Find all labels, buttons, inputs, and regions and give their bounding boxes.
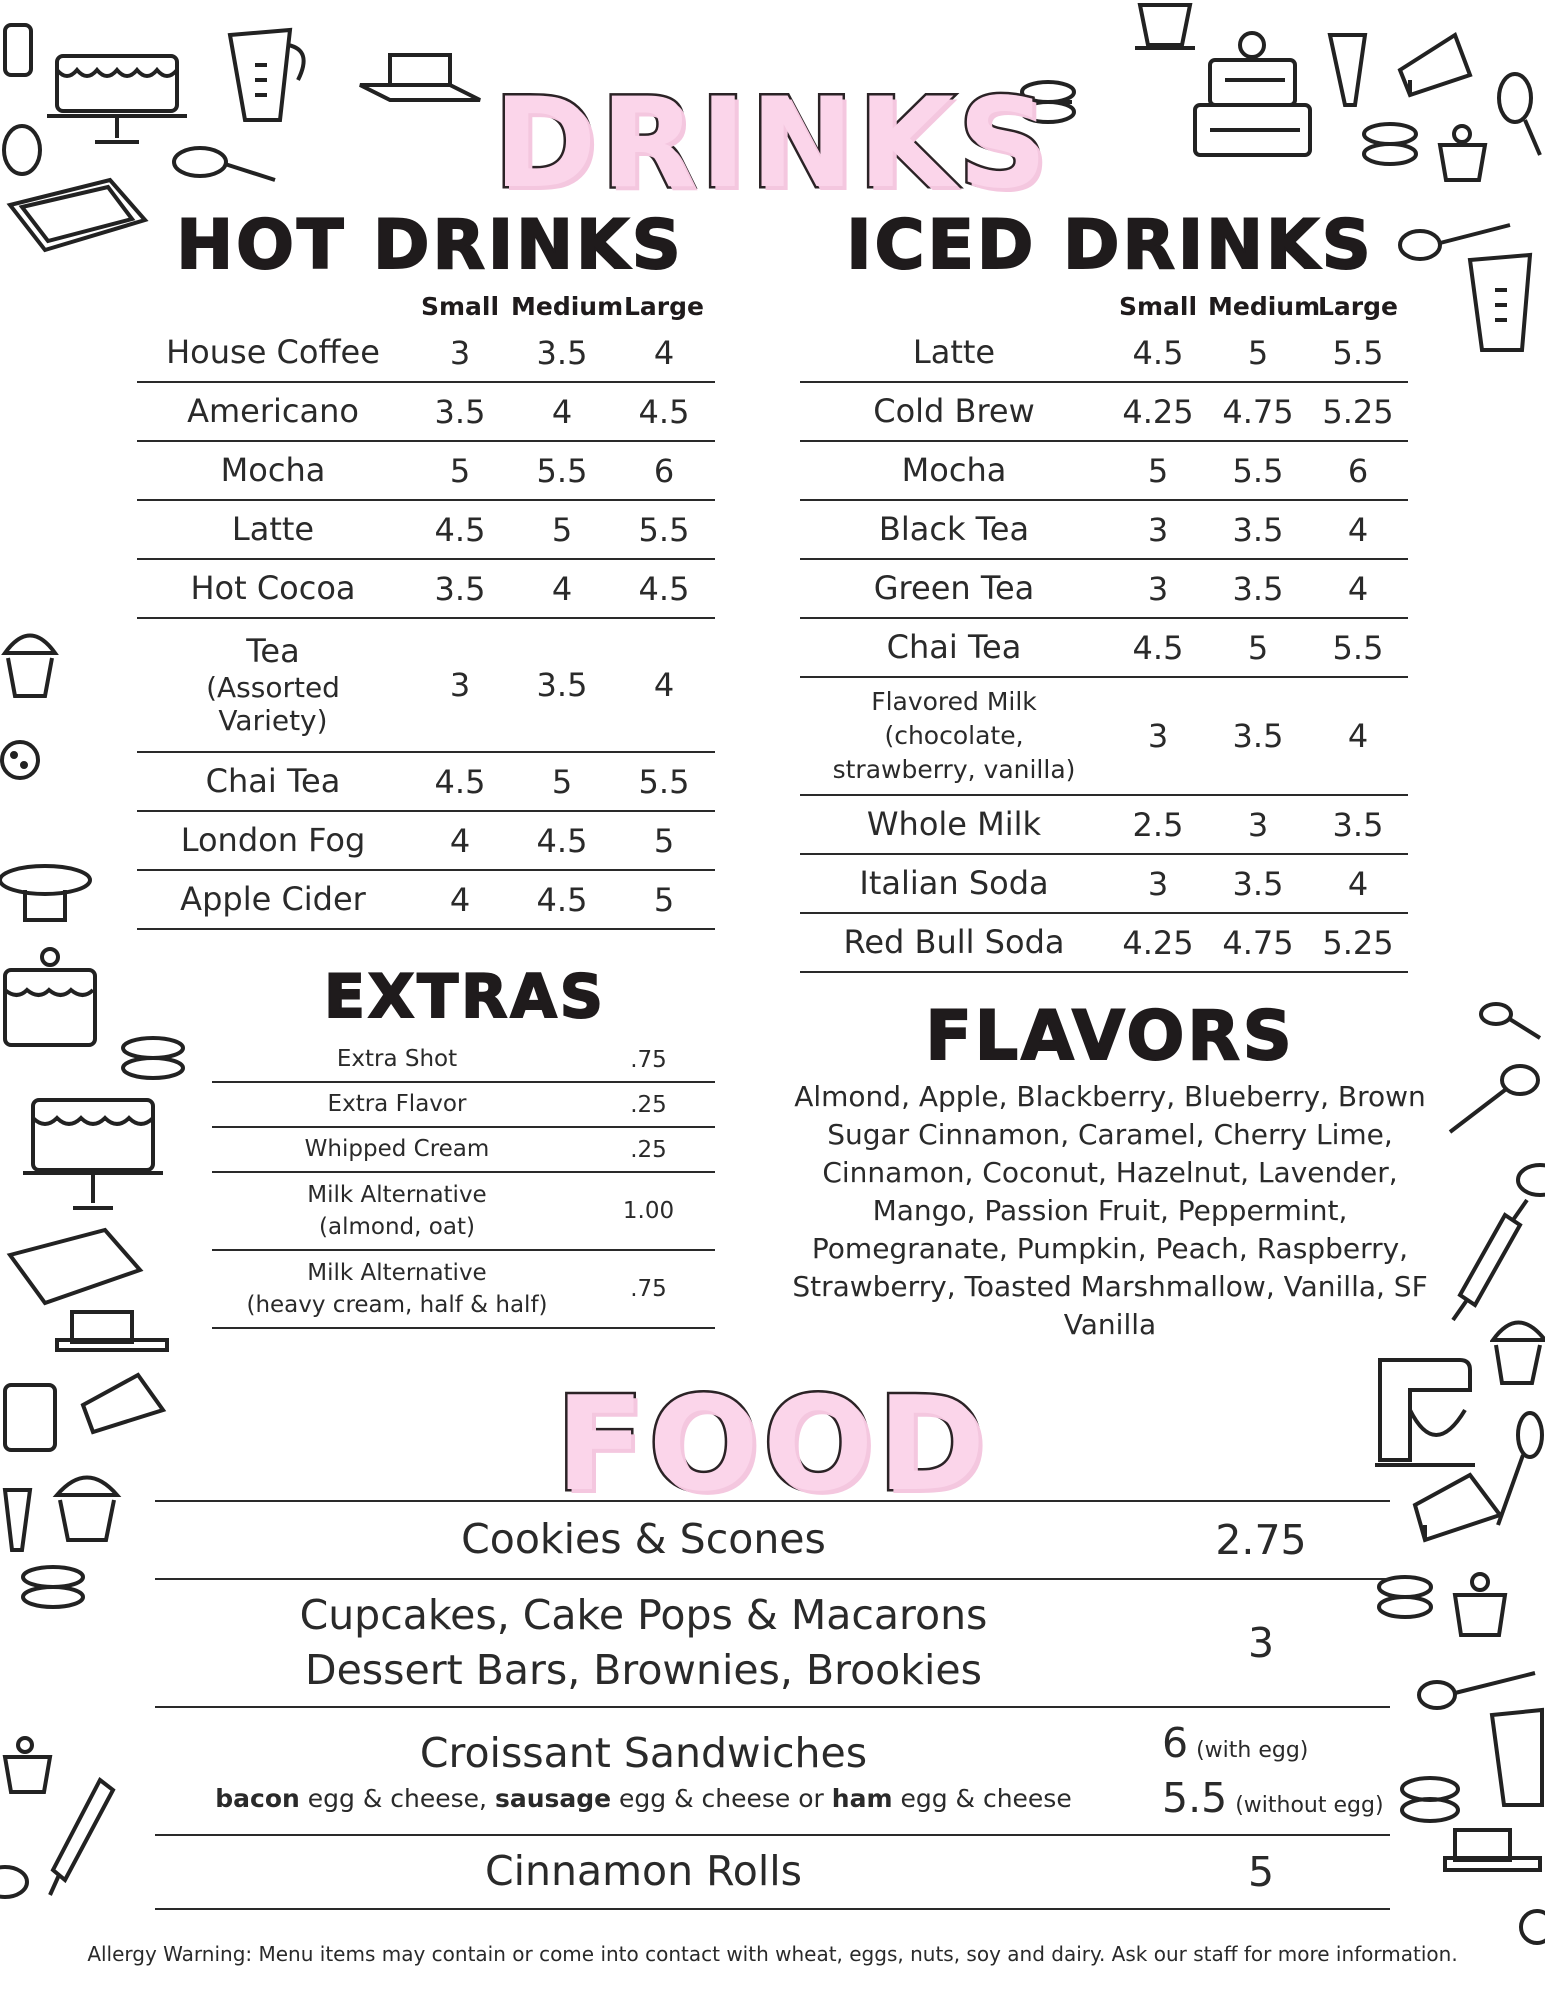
price: 5 — [1247, 333, 1269, 372]
butter-icon — [1440, 1820, 1545, 1885]
drink-name: Hot Cocoa — [190, 569, 356, 608]
drink-subtitle: (chocolate, strawberry, vanilla) — [832, 721, 1076, 784]
extra-name: Milk Alternative — [307, 1259, 487, 1286]
price: 5 — [551, 762, 573, 801]
extra-subtitle: (almond, oat) — [319, 1214, 475, 1240]
drink-name: Green Tea — [873, 569, 1035, 608]
table-row — [137, 871, 715, 930]
size-header: Large — [1318, 291, 1398, 321]
measuring-spoon-icon — [1445, 1060, 1545, 1140]
price: 4.5 — [1132, 628, 1184, 667]
price: 5 — [449, 451, 471, 490]
price: 4 — [1347, 864, 1369, 903]
food-name: Cinnamon Rolls — [484, 1847, 803, 1896]
extra-name: Milk Alternative — [307, 1181, 487, 1208]
extras-heading: EXTRAS — [323, 962, 607, 1032]
iced-drinks-table — [800, 288, 1408, 973]
flavors-heading: FLAVORS — [925, 997, 1295, 1076]
table-row — [137, 560, 715, 619]
price: 4 — [653, 666, 675, 704]
table-row — [137, 442, 715, 501]
drink-name: Cold Brew — [873, 392, 1035, 431]
baking-tray-icon — [0, 1225, 145, 1310]
table-row — [212, 1251, 715, 1329]
macaron-icon — [1398, 1775, 1463, 1825]
bacon-option: bacon — [215, 1784, 300, 1814]
food-name: Croissant Sandwiches — [419, 1728, 868, 1777]
table-row — [137, 812, 715, 871]
extra-name: Extra Shot — [336, 1046, 458, 1073]
macaron-icon — [0, 1860, 30, 1905]
drink-name: Red Bull Soda — [843, 923, 1065, 962]
table-row — [800, 855, 1408, 914]
price: 4.5 — [638, 569, 690, 608]
price: 5.25 — [1322, 392, 1394, 431]
price: 4.5 — [536, 821, 588, 860]
croissant-options: bacon egg & cheese, sausage egg & cheese or ham egg & cheese — [215, 1784, 1072, 1814]
sausage-option: sausage — [494, 1784, 612, 1814]
price: 4 — [551, 392, 573, 431]
cupcake-icon — [0, 618, 60, 703]
price: 4 — [1347, 569, 1369, 608]
price: 3.5 — [1232, 569, 1284, 608]
size-header: Large — [624, 291, 704, 321]
price: 5 — [551, 510, 573, 549]
measuring-cup-icon — [1460, 250, 1545, 360]
price: 4 — [1347, 717, 1369, 755]
price: 5.5 — [1332, 628, 1384, 667]
table-row — [137, 501, 715, 560]
extra-name-block — [212, 1179, 582, 1243]
price: 2.5 — [1132, 805, 1184, 844]
price: 1.00 — [622, 1198, 675, 1224]
price: 4.5 — [434, 510, 486, 549]
hot-drinks-heading: HOT DRINKS — [176, 206, 684, 285]
size-header-row — [137, 288, 715, 324]
price: 5.5 — [1162, 1774, 1228, 1822]
price: 3.5 — [434, 569, 486, 608]
price: 5 — [653, 821, 675, 860]
table-row — [800, 501, 1408, 560]
price: 3.5 — [536, 666, 588, 704]
drink-name: Latte — [912, 333, 996, 372]
table-row — [800, 678, 1408, 796]
price: .75 — [630, 1276, 667, 1302]
price: 4 — [1347, 510, 1369, 549]
drink-name: Chai Tea — [205, 762, 341, 801]
price: 3 — [1147, 717, 1169, 755]
price: 5 — [1247, 628, 1269, 667]
price: 3.5 — [1232, 864, 1284, 903]
hot-drinks-table — [137, 288, 715, 930]
price: 3 — [1147, 864, 1169, 903]
price: 3 — [1147, 569, 1169, 608]
table-row — [137, 383, 715, 442]
price: .75 — [630, 1046, 667, 1073]
price: 5 — [1147, 451, 1169, 490]
price: 4 — [449, 821, 471, 860]
price: 4.75 — [1222, 923, 1294, 962]
table-row — [212, 1083, 715, 1128]
cake-stand-icon — [0, 855, 95, 935]
price-note: (with egg) — [1196, 1737, 1309, 1763]
flavors-list: Almond, Apple, Blackberry, Blueberry, Brown Sugar Cinnamon, Caramel, Cherry Lime, Cinnamon, Coconut, Hazelnut, Lavender, Mango, Passion Fruit, Peppermint, Pomegranate, Pumpkin, Peach, Raspberry, Strawberry, Toasted Marshmallow, Vanilla, SF Vanilla — [792, 1080, 1428, 1341]
food-name: Cookies & Scones — [461, 1515, 826, 1564]
price: 4.75 — [1222, 392, 1294, 431]
price: 3 — [1247, 805, 1269, 844]
price: 6 — [1347, 451, 1369, 490]
price: 4.25 — [1122, 392, 1194, 431]
table-row — [155, 1836, 1390, 1910]
price-block — [1132, 1716, 1390, 1827]
price: 5.5 — [1332, 333, 1384, 372]
table-row — [137, 753, 715, 812]
table-row — [800, 383, 1408, 442]
extra-name-block — [212, 1257, 582, 1321]
price: 5 — [1247, 1848, 1275, 1896]
macaron-icon — [18, 1565, 88, 1610]
layer-cake-icon — [0, 945, 105, 1055]
drink-name: London Fog — [180, 821, 366, 860]
drink-name: Mocha — [220, 451, 326, 490]
price: 5.5 — [638, 510, 690, 549]
butter-icon — [52, 1300, 172, 1360]
size-header: Small — [420, 291, 500, 321]
table-row — [137, 619, 715, 753]
extra-name: Whipped Cream — [304, 1136, 490, 1163]
iced-drinks-heading: ICED DRINKS — [846, 206, 1374, 285]
price: 4.25 — [1122, 923, 1194, 962]
price: 3 — [1147, 510, 1169, 549]
price-note: (without egg) — [1235, 1793, 1384, 1818]
food-name: Dessert Bars, Brownies, Brookies — [305, 1646, 982, 1694]
price: 5.5 — [638, 762, 690, 801]
drink-name: Whole Milk — [866, 805, 1042, 844]
price: 5.5 — [536, 451, 588, 490]
drink-name: Apple Cider — [180, 880, 366, 919]
drink-name: Black Tea — [878, 510, 1030, 549]
price: 3 — [449, 666, 471, 704]
size-header: Small — [1118, 291, 1198, 321]
drink-name: Flavored Milk — [871, 687, 1037, 717]
drink-name: House Coffee — [166, 333, 380, 372]
price: 3.5 — [434, 392, 486, 431]
table-row — [800, 442, 1408, 501]
price: 4.5 — [434, 762, 486, 801]
drink-name-block — [137, 632, 409, 738]
price: 4.5 — [638, 392, 690, 431]
extra-subtitle: (heavy cream, half & half) — [246, 1292, 548, 1318]
price: 4 — [653, 333, 675, 372]
drink-name: Tea — [246, 632, 300, 671]
price: 4.5 — [1132, 333, 1184, 372]
table-row — [800, 560, 1408, 619]
price: 6 — [1162, 1718, 1189, 1767]
price: 3.5 — [1232, 717, 1284, 755]
food-name-block — [155, 1726, 1132, 1816]
extra-name: Extra Flavor — [327, 1091, 467, 1118]
price: 3.5 — [1332, 805, 1384, 844]
size-header-row — [800, 288, 1408, 324]
drinks-title: DRINKS — [493, 72, 1052, 216]
cake-stand-icon — [18, 1090, 168, 1220]
drink-name: Latte — [231, 510, 315, 549]
food-name: Cupcakes, Cake Pops & Macarons — [299, 1590, 988, 1639]
pudding-icon — [1445, 1570, 1515, 1645]
price: 3.5 — [1232, 510, 1284, 549]
table-row — [155, 1580, 1390, 1708]
table-row — [155, 1708, 1390, 1836]
table-row — [212, 1038, 715, 1083]
price: .25 — [630, 1136, 667, 1163]
food-title: FOOD — [555, 1368, 990, 1520]
price: 6 — [653, 451, 675, 490]
price: 3 — [1247, 1619, 1275, 1667]
price: 4 — [551, 569, 573, 608]
drink-name-block — [800, 685, 1108, 786]
drink-name: Italian Soda — [859, 864, 1049, 903]
drink-subtitle: (Assorted Variety) — [206, 670, 340, 738]
price: 2.75 — [1215, 1516, 1307, 1564]
food-name-block — [155, 1588, 1132, 1699]
table-row — [137, 324, 715, 383]
rolling-pin-icon — [45, 1770, 120, 1900]
price: 4 — [449, 880, 471, 919]
price: 5.25 — [1322, 923, 1394, 962]
price: 3 — [449, 333, 471, 372]
extras-table — [212, 1038, 715, 1329]
ham-option: ham — [831, 1784, 893, 1814]
table-row — [800, 796, 1408, 855]
drink-name: Americano — [187, 392, 359, 431]
whisk-icon — [1478, 998, 1543, 1048]
drink-name: Chai Tea — [886, 628, 1022, 667]
table-row — [800, 914, 1408, 973]
table-row — [800, 324, 1408, 383]
table-row — [155, 1502, 1390, 1580]
table-row — [212, 1128, 715, 1173]
price: 5 — [653, 880, 675, 919]
size-header: Medium — [1208, 291, 1321, 321]
size-header: Medium — [511, 291, 624, 321]
price: 3.5 — [536, 333, 588, 372]
price: 5.5 — [1232, 451, 1284, 490]
food-table — [155, 1500, 1390, 1910]
allergy-warning: Allergy Warning: Menu items may contain or come into contact with wheat, eggs, nuts, soy and dairy. Ask our staff for more information. — [87, 1942, 1458, 1966]
price: 4.5 — [536, 880, 588, 919]
price: .25 — [630, 1091, 667, 1118]
table-row — [212, 1173, 715, 1251]
cookie-icon — [0, 735, 45, 785]
table-row — [800, 619, 1408, 678]
macaron-icon — [118, 1035, 188, 1083]
drink-name: Mocha — [901, 451, 1007, 490]
measuring-cup-icon — [1482, 1705, 1545, 1815]
